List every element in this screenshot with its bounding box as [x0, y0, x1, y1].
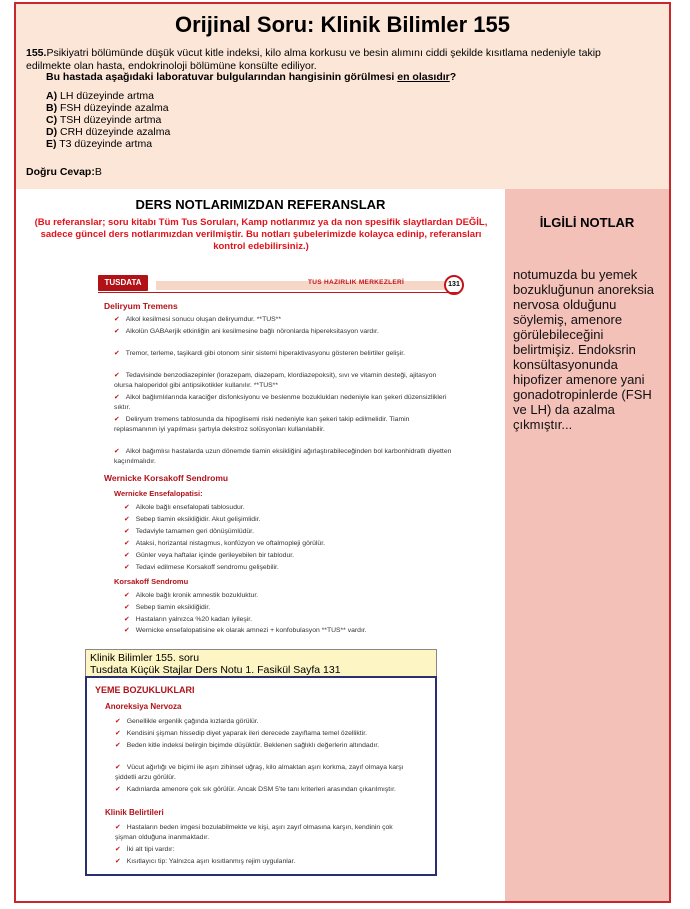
- list-item: ✔ Hastaların yalnızca %20 kadarı iyileşir.: [124, 616, 253, 623]
- list-item: ✔ Alkol bağımlısı hastalarda uzun dönemde tiamin eksikliğini ağırlaştırabileceğinden bol karbonhidratlı diyetten kaçınılmalıdır.: [114, 448, 452, 465]
- book-page-number: 131: [444, 275, 464, 295]
- list-item: ✔ Kısıtlayıcı tip: Yalnızca aşırı kısıtlanmış rejim uygulanlar.: [115, 858, 296, 865]
- question-text: [26, 47, 646, 72]
- related-notes-body: notumuzda bu yemek bozukluğunun anoreksia nervosa olduğunu söylemiş, amenore görülebileceğini belirtmişiz. Endoksrin konsültasyonunda hipofizer amenore yani gonadotropinlerde (FSH ve LH) da azalma çıkmıştır...: [513, 267, 654, 432]
- list-item: ✔ Alkol bağlımlılarında karaciğer disfonksiyonu ve beslenme bozuklukları nedeniyle kan şekeri düzensizlikleri sıktır.: [114, 394, 447, 411]
- list-item: ✔ Alkole bağlı ensefalopati tablosudur.: [124, 504, 245, 511]
- list-item: ✔ Wernicke ensefalopatisine ek olarak amnezi + konfobulasyon **TUS** vardır.: [124, 627, 367, 634]
- list-item: ✔ Hastaların beden imgesi bozulabilmekte ve kişi, aşırı zayıf olmasına karşın, kendinin çok şişman olduğuna inanmaktadır.: [115, 824, 393, 841]
- header-band: [156, 281, 456, 290]
- header-divider: [98, 292, 458, 293]
- option-e[interactable]: E) T3 düzeyinde artma: [46, 138, 153, 150]
- related-notes-panel: [505, 189, 669, 901]
- list-item: ✔ Alkole bağlı kronik amnestik bozukluktur.: [124, 592, 259, 599]
- references-panel: [16, 189, 505, 901]
- option-d[interactable]: D) CRH düzeyinde azalma: [46, 126, 171, 138]
- list-item: ✔ Kadınlarda amenore çok sık görülür. Ancak DSM 5'te tanı kriterleri arasından çıkarılmıştır.: [115, 786, 396, 793]
- related-notes-title: İLGİLİ NOTLAR: [539, 215, 635, 230]
- list-item: ✔ Alkolün GABAerjik etkinliğin ani kesilmesine bağlı nöronlarda hipereksitasyon vardır.: [114, 328, 379, 335]
- stem-before: Bu hastada aşağıdaki laboratuvar bulgularından hangisinin görülmesi: [46, 71, 398, 83]
- clinical-findings-title: Klinik Belirtileri: [105, 808, 164, 817]
- correct-answer: Doğru Cevap:B: [26, 166, 102, 178]
- eating-disorders-title: YEME BOZUKLUKLARI: [95, 685, 195, 695]
- list-item: ✔ Alkol kesilmesi sonucu oluşan deliryumdur. **TUS**: [114, 316, 281, 323]
- list-item: ✔ Günler veya haftalar içinde gerileyebilen bir tablodur.: [124, 552, 295, 559]
- korsakoff-title: Korsakoff Sendromu: [114, 577, 189, 586]
- list-item: ✔ Genellikle ergenlik çağında kızlarda görülür.: [115, 718, 259, 725]
- citation-line-2: Tusdata Küçük Stajlar Ders Notu 1. Fasikül Sayfa 131: [90, 664, 341, 676]
- option-a[interactable]: A) LH düzeyinde artma: [46, 90, 154, 102]
- list-item: ✔ Ataksi, horizantal nistagmus, konfüzyon ve oftalmopleji görülür.: [124, 540, 325, 547]
- list-item: ✔ Tremor, terleme, taşikardi gibi otonom sinir sistemi hiperaktivasyonu gösteren belirtiler gelişir.: [114, 350, 405, 357]
- anorexia-title: Anoreksiya Nervoza: [105, 702, 182, 711]
- list-item: ✔ Vücut ağırlığı ve biçimi ile aşırı zihinsel uğraş, kilo almaktan aşırı korkma, zayıf olmaya karşı şiddetli arzu görülür.: [115, 764, 404, 781]
- delirium-title: Deliryum Tremens: [104, 301, 178, 311]
- references-note: (Bu referanslar; soru kitabı Tüm Tus Soruları, Kamp notlarımız ya da non spesifik slaytlardan DEĞİL, sadece güncel ders notlarımızdan verilmiştir. Bu notları şubelerimizde kolayca edinip, referansları kontrol edebilirsiniz.): [34, 217, 488, 252]
- question-number: 155.: [26, 47, 47, 59]
- list-item: ✔ Kendisini şişman hissedip diyet yaparak ileri derecede zayıflama temel özelliktir.: [115, 730, 367, 737]
- list-item: ✔ Sebep tiamin eksikliğidir.: [124, 604, 211, 611]
- book-header: [88, 275, 476, 293]
- list-item: ✔ İki alt tipi vardır:: [115, 846, 175, 853]
- stem-after: ?: [449, 71, 457, 83]
- list-item: ✔ Beden kitle indeksi belirgin biçimde düşüktür. Beklenen sağlıklı değerlerin altındadır.: [115, 742, 380, 749]
- page-frame: [14, 2, 671, 903]
- wernicke-encephalopathy-title: Wernicke Ensefalopatisi:: [114, 489, 203, 498]
- list-item: ✔ Deliryum tremens tablosunda da hipoglisemi riski nedeniyle kan şekeri takip edilmelidir. Tiamin replasmanının iyi yapılması şartıyla dekstroz solüsyonları kullanılabilir.: [114, 416, 410, 433]
- option-b[interactable]: B) FSH düzeyinde azalma: [46, 102, 169, 114]
- citation-line-1: Klinik Bilimler 155. soru: [90, 652, 200, 664]
- book-header-text: TUS HAZIRLIK MERKEZLERİ: [308, 279, 405, 286]
- eating-disorders-excerpt: [85, 676, 437, 876]
- page-title: Orijinal Soru: Klinik Bilimler 155: [175, 12, 510, 37]
- list-item: ✔ Tedaviyle tamamen geri dönüşümlüdür.: [124, 528, 254, 535]
- list-item: ✔ Tedavi edilmese Korsakoff sendromu gelişebilir.: [124, 564, 279, 571]
- citation-box: [85, 649, 437, 677]
- stem-underlined: en olasıdır: [397, 71, 450, 83]
- question-stem: [46, 71, 456, 83]
- tusdata-logo: TUSDATA: [98, 275, 148, 291]
- options-list: [46, 90, 170, 150]
- list-item: ✔ Tedavisinde benzodiazepinler (lorazepam, diazepam, klordiazepoksit), sıvı ve vitamin desteği, ajitasyon olursa haloperidol gibi antipsikotikler kullanılır. **TUS**: [114, 372, 437, 389]
- question-panel: [16, 4, 669, 189]
- question-body: Psikiyatri bölümünde düşük vücut kitle indeksi, kilo alma korkusu ve besin alımını ciddi şekilde kısıtlama nedeniyle takip edilmekte olan hasta, endokrinoloji bölümüne konsülte ediliyor.: [26, 47, 601, 72]
- wernicke-korsakoff-title: Wernicke Korsakoff Sendromu: [104, 473, 229, 483]
- option-c[interactable]: C) TSH düzeyinde artma: [46, 114, 162, 126]
- list-item: ✔ Sebep tiamin eksikliğidir. Akut gelişimlidir.: [124, 516, 261, 523]
- references-title: DERS NOTLARIMIZDAN REFERANSLAR: [135, 197, 386, 212]
